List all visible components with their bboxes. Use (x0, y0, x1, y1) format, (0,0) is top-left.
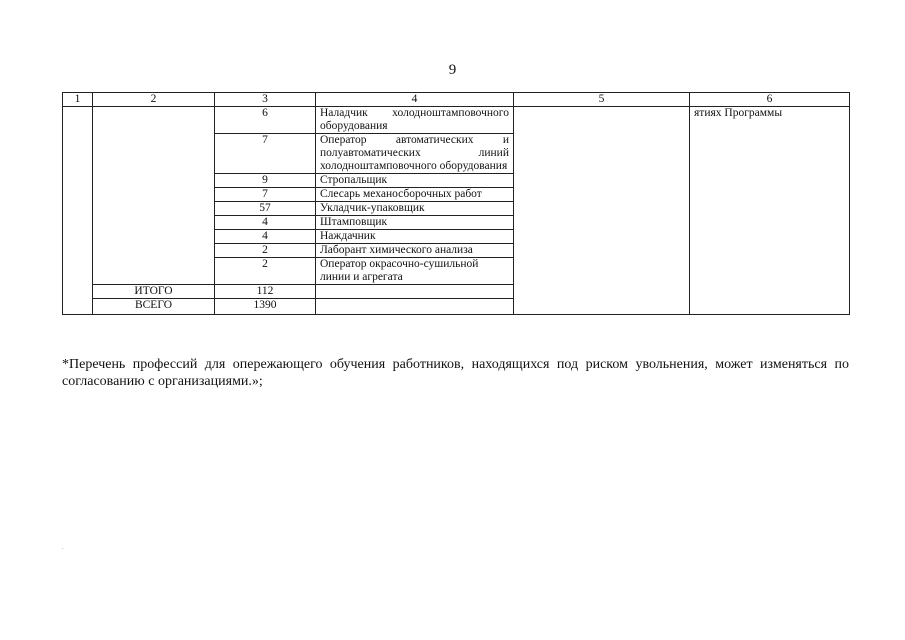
count-cell: 2 (215, 244, 316, 258)
profession-cell: Наладчик холодноштамповочного оборудования (316, 107, 514, 134)
header-col-2: 2 (93, 93, 215, 107)
footnote: *Перечень профессий для опережающего обучения работников, находящихся под риском увольнения, может изменяться по согласованию с организациями.»; (62, 357, 849, 389)
table-row (63, 107, 850, 134)
col1-merged-cell (63, 107, 93, 315)
col6-merged-cell: ятиях Программы (690, 107, 850, 315)
profession-cell: Стропальщик (316, 174, 514, 188)
header-col-5: 5 (514, 93, 690, 107)
profession-cell: Лаборант химического анализа (316, 244, 514, 258)
profession-cell: Оператор автоматических и полуавтоматических линий холодноштамповочного оборудования (316, 134, 514, 174)
vsego-label: ВСЕГО (93, 299, 215, 315)
header-col-3: 3 (215, 93, 316, 107)
count-cell: 6 (215, 107, 316, 134)
count-cell: 2 (215, 258, 316, 285)
itogo-label: ИТОГО (93, 285, 215, 299)
count-cell: 7 (215, 134, 316, 174)
itogo-value: 112 (215, 285, 316, 299)
profession-cell: Наждачник (316, 230, 514, 244)
itogo-profession-empty (316, 285, 514, 299)
header-col-6: 6 (690, 93, 850, 107)
header-col-4: 4 (316, 93, 514, 107)
count-cell: 57 (215, 202, 316, 216)
professions-table (62, 92, 850, 315)
page-number: 9 (448, 62, 457, 78)
profession-cell: Слесарь механосборочных работ (316, 188, 514, 202)
vsego-profession-empty (316, 299, 514, 315)
count-cell: 7 (215, 188, 316, 202)
header-col-1: 1 (63, 93, 93, 107)
profession-cell: Укладчик-упаковщик (316, 202, 514, 216)
table-header-row (63, 93, 850, 107)
profession-cell: Штамповщик (316, 216, 514, 230)
col5-merged-cell (514, 107, 690, 315)
count-cell: 4 (215, 216, 316, 230)
count-cell: 9 (215, 174, 316, 188)
scan-speck (62, 548, 63, 549)
profession-cell: Оператор окрасочно-сушильной линии и агрегата (316, 258, 514, 285)
count-cell: 4 (215, 230, 316, 244)
col2-merged-cell (93, 107, 215, 285)
vsego-value: 1390 (215, 299, 316, 315)
